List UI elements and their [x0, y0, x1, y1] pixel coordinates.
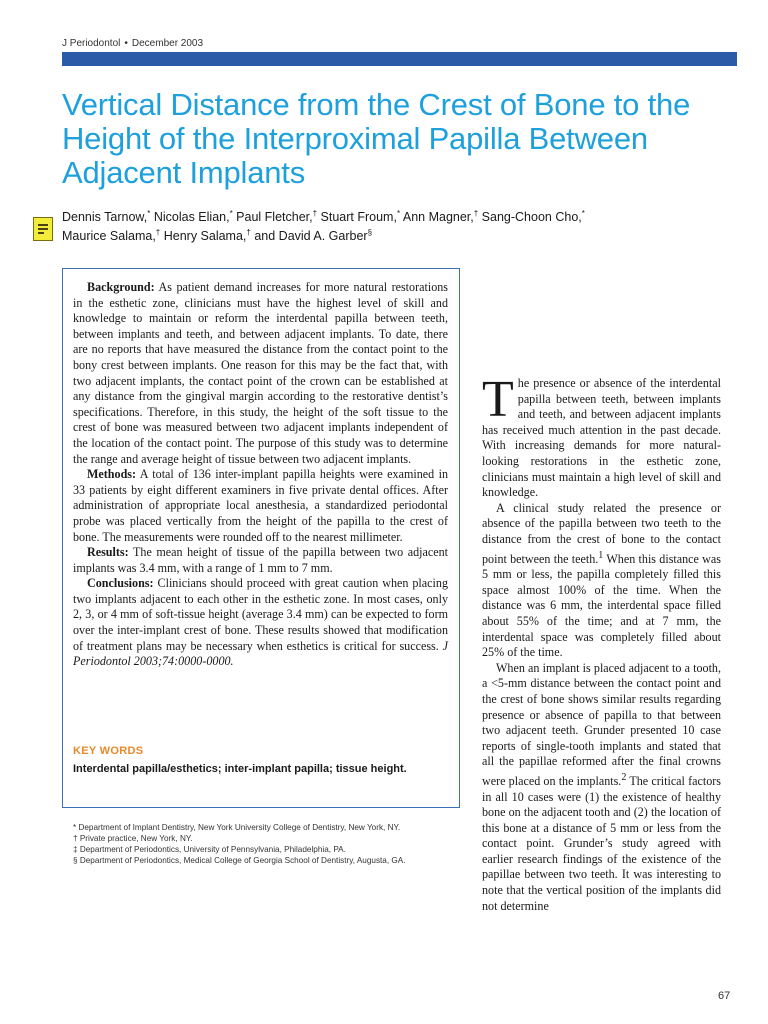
conclusions-label: Conclusions:: [87, 576, 154, 591]
body-text-p2b: When this distance was 5 mm or less, the papilla completely filled this space almost 100% of the time. When the distance was 6 mm, the interdental space filled about 55% of the time; and at 7 mm, the interdental space was completely filled about 25% of the time.: [482, 551, 721, 660]
body-text: [482, 371, 721, 914]
footnotes: [73, 822, 458, 866]
author-mark: †: [473, 209, 479, 218]
author-name: Sang-Choon Cho,: [478, 210, 582, 225]
background-label: Background:: [87, 280, 155, 294]
body-paragraph-2: [482, 501, 721, 661]
author-mark: *: [396, 209, 401, 218]
results-text: The mean height of tissue of the papilla between two adjacent implants was 3.4 mm, with a range of 1 mm to 7 mm.: [73, 545, 448, 575]
author-mark: †: [155, 228, 161, 238]
drop-cap: T: [482, 371, 514, 428]
citation: J Periodontol 2003;74:0000-0000.: [73, 638, 448, 669]
author-mark: *: [229, 209, 233, 218]
reference-mark[interactable]: 1: [598, 549, 604, 561]
footnote: § Department of Periodontics, Medical College of Georgia School of Dentistry, Augusta, GA.: [73, 856, 406, 865]
author-mark: †: [246, 228, 251, 238]
abstract: [73, 280, 448, 670]
author-list: [62, 206, 712, 244]
journal-header: [62, 38, 203, 49]
page-number: 67: [718, 990, 731, 1002]
keywords-heading: KEY WORDS: [73, 745, 144, 757]
conclusions-text: Clinicians should proceed with great caution when placing two implants adjacent to each other in the esthetic zone. In most cases, only 2, 3, or 4 mm of soft-tissue height (average 3.4 mm) can be expected to form over the inter-implant crest of bone. These results showed that modification of treatment plans may be necessary when esthetics is critical for success.: [73, 576, 448, 653]
background-text: As patient demand increases for more natural restorations in the esthetic zone, clinicians must have the highest level of skill and knowledge to maintain or reform the interdental papilla between teeth, between implants and teeth, and between adjacent implants. To date, there are no reports that have measured the distance from the contact point to the bony crest between implants. One reason for this may be the fact that, with two adjacent implants, the contact point of the crown can be established at any distance from the gingival margin according to the restorative dentist’s specifications. Therefore, in this study, the height of the soft tissue to the crest of bone was measured between two adjacent implants independent of the location of the contact point. The purpose of this study was to determine the range and average height of tissue between two adjacent implants.: [73, 280, 448, 466]
reference-mark[interactable]: 2: [621, 771, 627, 783]
header-bullet: •: [124, 38, 128, 49]
methods-label: Methods:: [87, 467, 137, 482]
footnote: ‡ Department of Periodontics, University of Pennsylvania, Philadelphia, PA.: [73, 845, 346, 854]
journal-name: J Periodontol: [62, 38, 121, 49]
keywords-text: Interdental papilla/esthetics; inter-implant papilla; tissue height.: [73, 763, 407, 775]
author-mark: †: [312, 209, 318, 218]
abstract-background: [73, 280, 448, 467]
abstract-results: [73, 545, 448, 576]
author-mark: *: [147, 209, 151, 218]
body-text-p3a: When an implant is placed adjacent to a tooth, a <5-mm distance between the contact point and the crest of bone shows similar results regarding presence or absence of papilla to that between two adjacent teeth. Grunder presented 10 case reports of single-tooth implants and stated that all the papillae reformed after the final crowns were placed on the implants.: [482, 660, 721, 788]
abstract-methods: [73, 467, 448, 545]
author-line-2: [62, 225, 712, 244]
author-name: Dennis Tarnow,: [62, 210, 148, 225]
footnote: * Department of Implant Dentistry, New York University College of Dentistry, New York, NY.: [73, 823, 401, 832]
author-name: Henry Salama,: [160, 229, 247, 244]
methods-text: A total of 136 inter-implant papilla heights were examined in 33 patients by eight different examiners in five private dental offices. After administration of appropriate local anesthesia, a standardized periodontal probe was placed vertically from the height of the papilla to the crest of bone. The measurements were rounded off to the nearest millimeter.: [73, 467, 448, 544]
author-line-1: [62, 206, 712, 225]
header-bar: [62, 52, 737, 66]
abstract-conclusions: [73, 576, 448, 670]
journal-date: December 2003: [131, 38, 204, 49]
author-name: Nicolas Elian,: [150, 210, 230, 225]
body-text-p1: he presence or absence of the interdental papilla between teeth, between implants and teeth, and between adjacent implants has received much attention in the past decade. With increasing demands for more natural-looking restorations in the esthetic zone, clinicians must maintain a high level of skill and knowledge.: [482, 376, 721, 500]
author-name: Ann Magner,: [400, 210, 474, 225]
body-paragraph-3: [482, 661, 721, 915]
article-title: Vertical Distance from the Crest of Bone to the Height of the Interproximal Papilla Between Adjacent Implants: [62, 87, 691, 190]
author-name: Stuart Froum,: [317, 210, 397, 225]
footnote: † Private practice, New York, NY.: [73, 834, 193, 843]
body-paragraph-1: [482, 371, 721, 501]
author-mark: *: [581, 209, 585, 218]
sticky-note-icon[interactable]: [33, 217, 53, 241]
results-label: Results:: [87, 545, 129, 560]
body-text-p3b: The critical factors in all 10 cases were (1) the existence of healthy bone on the adjacent tooth and (2) the location of this bone at a distance of 5 mm or less from the contact point. Grunder’s study agreed with earlier research findings of the existence of the papillae between two teeth. It was interesting to note that the vertical position of the implants did not determine: [482, 773, 721, 913]
body-text-p2a: A clinical study related the presence or absence of the papilla between two teeth to the distance from the crest of bone to the contact point between the teeth.: [482, 500, 721, 566]
author-mark: §: [367, 228, 373, 238]
author-name: and David A. Garber: [250, 229, 368, 244]
author-name: Maurice Salama,: [62, 229, 156, 244]
author-name: Paul Fletcher,: [232, 210, 313, 225]
